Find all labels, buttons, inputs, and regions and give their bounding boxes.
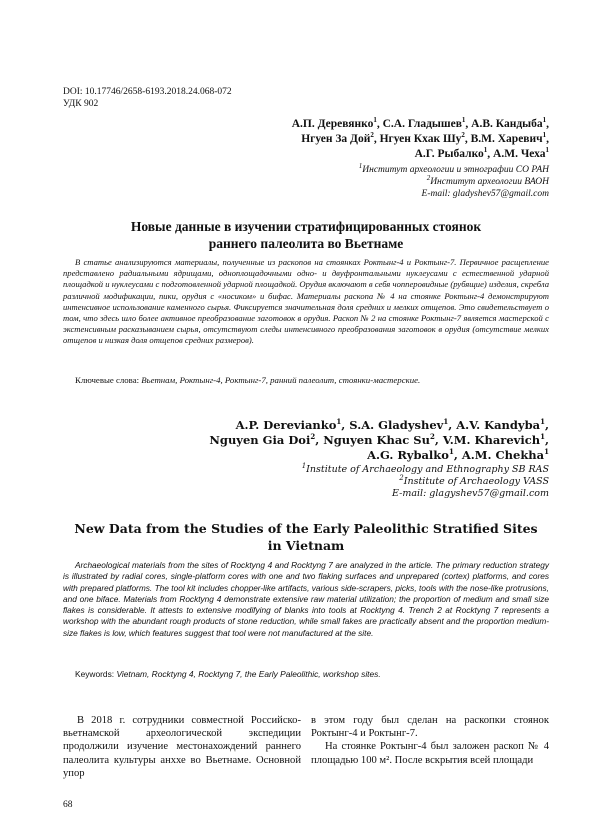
affiliation-marker: 1 — [540, 417, 545, 427]
author-name: А.Г. Рыбалко — [414, 148, 484, 160]
affiliation-marker: 1 — [483, 146, 488, 155]
keywords-en — [63, 669, 549, 680]
affiliation-line — [302, 488, 549, 500]
abstract-en: Archaeological materials from the sites of Rocktyng 4 and Rocktyng 7 are analyzed in the article. The primary reduction strategy is illustrated by radial cores, single-platform cores with one and two flaking surfaces and unprepared (cortex) platforms, and cores with prepared platforms. The tool kit includes chopper-like artifacts, various side-scrapers, picks, tools with the nose-like protrusions, and one biface. Materials from Rocktyng 4 demonstrate extensive raw material utilization; the proportion of medium and small size flakes is considerable. It attests to extensive modifying of blanks into tools at Rocktyng 4. Trench 2 at Rocktyng 7 represents a workshop with the abundant rough products of stone reduction, while small fakes are practically absent and the proportion medium-size flakes is low, which features suggest that tool were not manufactured at the site. — [63, 560, 549, 638]
affiliation-marker: 1 — [301, 461, 307, 470]
author-name: Nguyen Gia Doi — [209, 433, 311, 447]
affiliation-marker: 1 — [545, 146, 549, 155]
affiliation-marker: 1 — [544, 447, 549, 457]
author-name: A.G. Rybalko — [367, 448, 449, 462]
author-name: , Нгуен Кхак Шу — [373, 133, 462, 145]
author-line — [292, 117, 549, 132]
affiliation-line — [301, 461, 549, 476]
abstract-ru: В статье анализируются материалы, полученные из раскопов на стоянках Роктынг-4 и Роктынг-7. Первичное расщепление представлено радиальными ядрищами, одноплощадочными одно- и двуфронтальными нуклеусами с естественной ударной площадкой и нуклеусами с подготовленной ударной площадкой. Орудия включают в себя чопперовидные (рубящие) изделия, скребла различной модификации, пики, орудия с «носиком» и бифас. Материалы раскопа № 4 на стоянке Роктынг-4 демонстрируют интенсивное использование каменного сырья. Фиксируется значительная доля средних и мелких отщепов. Это свидетельствует о том, что здесь шло более активное преобразование заготовок в орудия. Раскоп № 2 на стоянке Роктынг-7 является мастерской с экстенсивным расказыванием сырья, отсутствуют следы интенсивного преобразования заготовок в орудия (отсутствие мелких отщепов и низкая доля отщепов средних размеров). — [63, 257, 549, 346]
author-name: , V.M. Kharevich — [434, 433, 541, 447]
udc-code: УДК 902 — [63, 99, 99, 109]
author-name: Нгуен За Дой — [301, 133, 371, 145]
affiliations-en — [301, 461, 549, 500]
affiliation-marker: 2 — [399, 473, 404, 482]
doi: DOI: 10.17746/2658-6193.2018.24.068-072 — [63, 87, 232, 97]
author-line — [292, 147, 549, 162]
authors-en — [209, 418, 549, 463]
author-name: , S.A. Gladyshev — [341, 418, 444, 432]
author-name: , — [546, 118, 549, 130]
author-line — [209, 448, 549, 463]
affiliation-marker: 2 — [310, 432, 316, 442]
affiliation-marker: 1 — [461, 116, 466, 125]
affiliation-marker: 2 — [426, 173, 431, 182]
title-ru-line-2: раннего палеолита во Вьетнаме — [208, 236, 404, 251]
affiliation-line — [359, 173, 549, 188]
keywords-en-label: Keywords: — [75, 669, 117, 679]
author-name: , — [544, 433, 549, 447]
affiliation-text: Institute of Archaeology VASS — [403, 476, 549, 487]
affiliation-marker: 2 — [461, 131, 465, 140]
author-name: А.П. Деревянко — [291, 118, 374, 130]
affiliation-marker: 1 — [542, 131, 547, 140]
affiliation-text: Institute of Archaeology and Ethnography SB RAS — [306, 464, 549, 475]
title-en-line-2: in Vietnam — [267, 538, 345, 553]
body-column-1 — [63, 714, 301, 780]
affiliation-text: Институт археологии и этнографии СО РАН — [362, 165, 549, 175]
page-number: 68 — [63, 800, 73, 810]
affiliation-marker: 1 — [358, 161, 363, 170]
author-line — [292, 132, 549, 147]
affiliation-marker: 2 — [370, 131, 374, 140]
body-column-2 — [311, 714, 549, 767]
affiliation-line — [359, 188, 549, 200]
author-name: , С.А. Гладышев — [376, 118, 462, 130]
author-line — [209, 433, 549, 448]
authors-ru — [292, 117, 549, 162]
title-en — [63, 520, 549, 554]
keywords-en-text: Vietnam, Rocktyng 4, Rocktyng 7, the Early Paleolithic, workshop sites. — [116, 669, 381, 679]
body-paragraph: На стоянке Роктынг-4 был заложен раскоп № 4 площадью 100 м². После вскрытия всей площади — [311, 741, 549, 766]
affiliation-line — [358, 161, 549, 176]
author-name: , А.В. Кандыба — [465, 118, 543, 130]
author-name: , A.V. Kandyba — [448, 418, 541, 432]
affiliation-marker: 1 — [336, 417, 342, 427]
affiliation-line — [302, 473, 549, 488]
author-name: A.P. Derevianko — [235, 418, 337, 432]
title-ru — [63, 218, 549, 252]
affiliation-marker: 1 — [540, 432, 545, 442]
affiliation-marker: 1 — [443, 417, 449, 427]
keywords-ru-text: Вьетнам, Роктынг-4, Роктынг-7, ранний палеолит, стоянки-мастерские. — [141, 375, 421, 385]
author-line — [209, 418, 549, 433]
affiliation-marker: 2 — [429, 432, 435, 442]
author-name: , Nguyen Khac Su — [315, 433, 430, 447]
author-name: , — [546, 133, 549, 145]
title-ru-line-1: Новые данные в изучении стратифицированных стоянок — [130, 219, 482, 234]
author-name: , — [544, 418, 549, 432]
affiliation-text: E-mail: glagyshev57@gmail.com — [392, 488, 549, 499]
body-paragraph: в этом году был сделан на раскопки стоянок Роктынг-4 и Роктынг-7. — [311, 715, 549, 740]
affiliation-text: Институт археологии ВАОН — [430, 177, 549, 187]
affiliation-marker: 1 — [542, 116, 547, 125]
author-name: , В.М. Харевич — [464, 133, 543, 145]
affiliation-marker: 1 — [448, 447, 454, 457]
author-name: , А.М. Чеха — [487, 148, 546, 160]
body-paragraph: В 2018 г. сотрудники совместной Российско-вьетнамской археологической экспедиции продолжили изучение местонахождений раннего палеолита культуры анххе во Вьетнаме. Основной упор — [63, 715, 301, 779]
affiliation-marker: 1 — [373, 116, 377, 125]
author-name: , A.M. Chekha — [453, 448, 545, 462]
affiliations-ru — [358, 161, 549, 200]
keywords-ru — [63, 375, 549, 386]
title-en-line-1: New Data from the Studies of the Early Paleolithic Stratified Sites — [74, 521, 538, 536]
affiliation-text: E-mail: gladyshev57@gmail.com — [421, 189, 549, 199]
keywords-ru-label: Ключевые слова: — [75, 375, 142, 385]
